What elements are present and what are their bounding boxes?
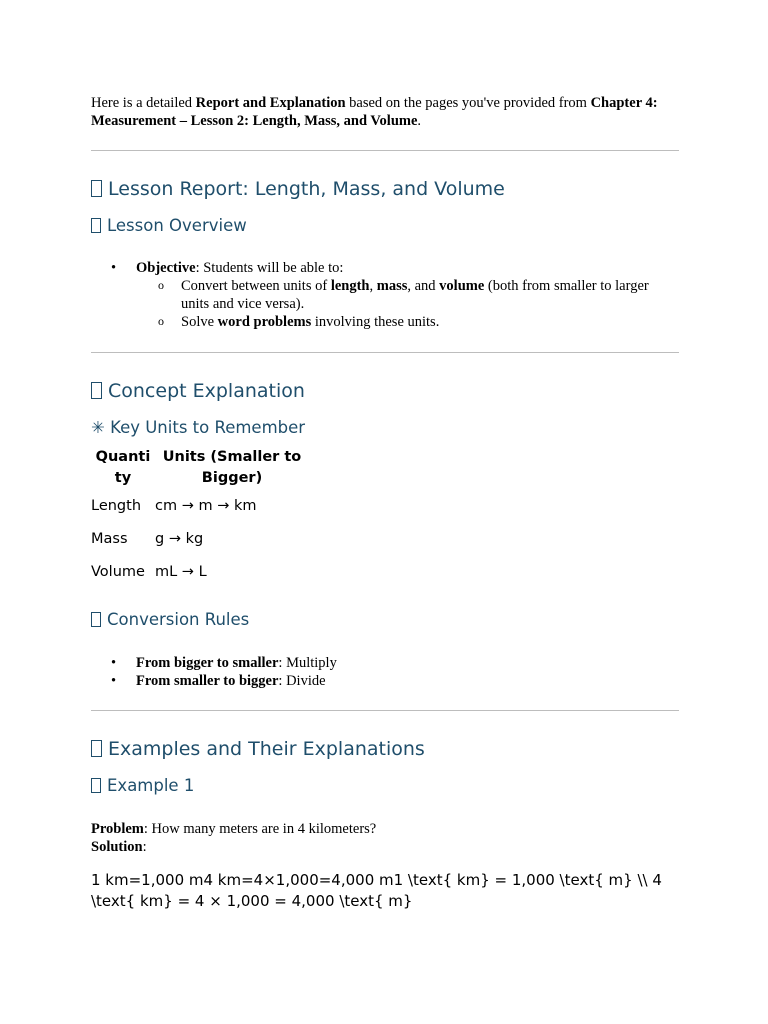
lesson-report-title: Lesson Report: Length, Mass, and Volume bbox=[108, 178, 505, 200]
pencil-icon bbox=[91, 740, 102, 757]
table-header-row bbox=[91, 447, 309, 489]
sub1-bold-length: length bbox=[330, 278, 370, 294]
sub2-bold-word-problems: word problems bbox=[217, 314, 312, 330]
objective-text: : Students will be able to: bbox=[195, 260, 344, 276]
objective-sublist bbox=[136, 277, 679, 331]
list-item bbox=[136, 277, 679, 313]
sub1-text-3: , and bbox=[407, 278, 440, 294]
conversion-rules-title: Conversion Rules bbox=[107, 610, 250, 629]
intro-paragraph bbox=[91, 94, 679, 130]
conversion-rules-list bbox=[91, 654, 679, 690]
table-row bbox=[91, 522, 309, 555]
examples-heading bbox=[91, 737, 679, 761]
intro-bold-report: Report and Explanation bbox=[195, 95, 346, 111]
refresh-icon bbox=[91, 612, 101, 627]
problem-text: : How many meters are in 4 kilometers? bbox=[143, 821, 377, 837]
problem-block bbox=[91, 820, 679, 856]
objective-list bbox=[91, 259, 679, 331]
divider-3 bbox=[91, 710, 679, 711]
lesson-overview-title: Lesson Overview bbox=[107, 216, 247, 235]
intro-text-2: based on the pages you've provided from bbox=[345, 95, 591, 111]
table-cell-quantity: Mass bbox=[91, 530, 128, 547]
lesson-overview-heading bbox=[91, 215, 679, 237]
example1-heading bbox=[91, 775, 679, 797]
list-item bbox=[136, 313, 679, 331]
intro-bold-chapter: Chapter 4: Measurement – Lesson 2: Length, Mass, and Volume bbox=[91, 95, 658, 129]
sub2-text-1: Solve bbox=[181, 314, 218, 330]
sub1-text-1: Convert between units of bbox=[181, 278, 331, 294]
table-cell-units: mL → L bbox=[155, 563, 207, 580]
key-units-heading: ✳ Key Units to Remember bbox=[91, 418, 306, 437]
examples-title: Examples and Their Explanations bbox=[108, 738, 425, 760]
intro-text-3: . bbox=[417, 113, 422, 129]
divider-1 bbox=[91, 150, 679, 151]
example1-title: Example 1 bbox=[107, 776, 195, 795]
table-row bbox=[91, 489, 309, 522]
table-cell-units: g → kg bbox=[155, 530, 204, 547]
list-item bbox=[91, 259, 679, 331]
solution-math: 1 km=1,000 m4 km=4×1,000=4,000 m1 \text{ km} = 1,000 \text{ m} \\ 4 \text{ km} = 4 × 1,000 = 4,000 \text{ m} bbox=[91, 871, 662, 910]
sub1-text-4: (both from smaller to larger units and vice versa). bbox=[181, 278, 649, 312]
lightbulb-icon bbox=[91, 382, 102, 399]
list-item bbox=[91, 672, 679, 690]
list-item bbox=[91, 654, 679, 672]
intro-text-1: Here is a detailed bbox=[91, 95, 196, 111]
table-row bbox=[91, 555, 309, 588]
solution-label: Solution bbox=[91, 839, 143, 855]
problem-label: Problem bbox=[91, 821, 144, 837]
solution-text: : bbox=[142, 839, 147, 855]
sub1-bold-volume: volume bbox=[439, 278, 485, 294]
rule-text: : Multiply bbox=[278, 655, 337, 671]
rule-label: From smaller to bigger bbox=[136, 673, 279, 689]
table-cell-units: cm → m → km bbox=[155, 497, 257, 514]
units-table bbox=[91, 447, 309, 588]
book-icon bbox=[91, 218, 101, 233]
lesson-report-heading bbox=[91, 177, 679, 201]
table-header-quantity: Quanti ty bbox=[95, 449, 151, 486]
objective-label: Objective bbox=[136, 260, 196, 276]
clipboard-icon bbox=[91, 180, 102, 197]
conversion-rules-heading bbox=[91, 609, 679, 631]
table-cell-quantity: Length bbox=[91, 497, 142, 514]
table-header-units: Units (Smaller to Bigger) bbox=[162, 449, 302, 486]
table-cell-quantity: Volume bbox=[91, 563, 145, 580]
divider-2 bbox=[91, 352, 679, 353]
concept-heading bbox=[91, 379, 679, 403]
sub2-text-2: involving these units. bbox=[311, 314, 440, 330]
number-one-icon bbox=[91, 778, 101, 793]
sub1-text-2: , bbox=[369, 278, 377, 294]
sub1-bold-mass: mass bbox=[376, 278, 408, 294]
rule-label: From bigger to smaller bbox=[136, 655, 279, 671]
rule-text: : Divide bbox=[278, 673, 326, 689]
concept-title: Concept Explanation bbox=[108, 380, 305, 402]
